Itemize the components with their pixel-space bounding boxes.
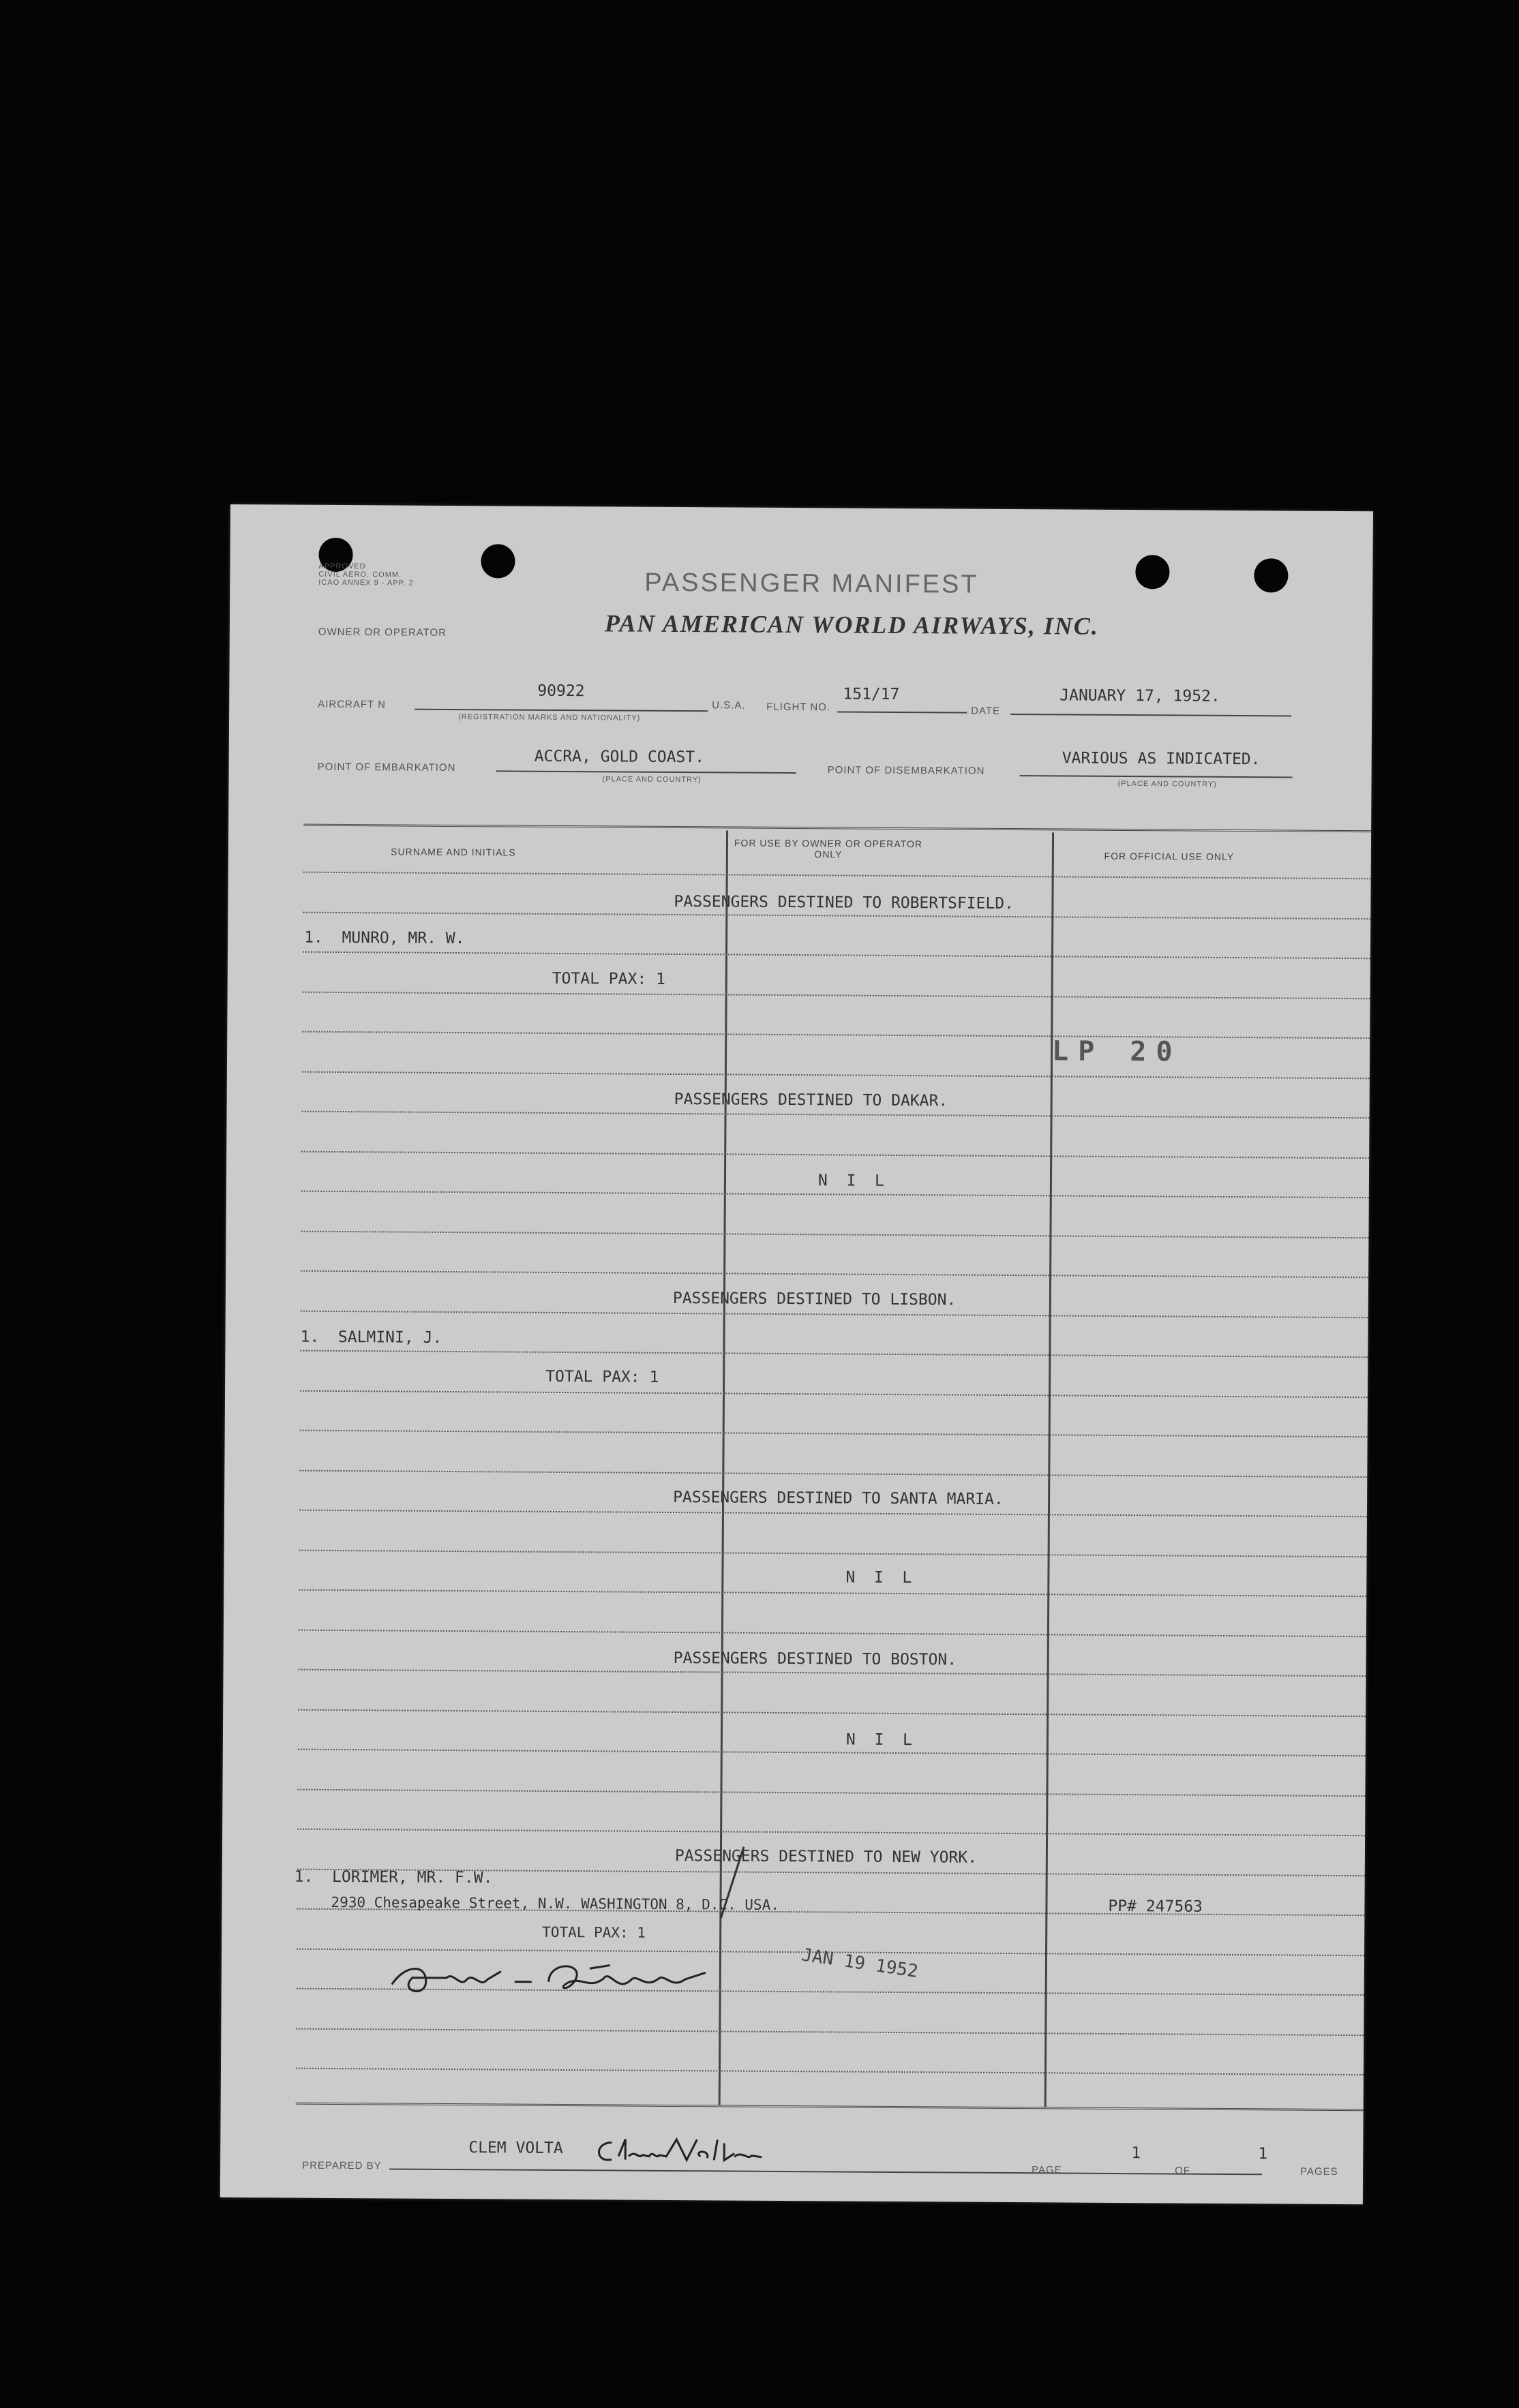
handwritten-annotation — [385, 1950, 781, 2007]
address-line: 2930 Chesapeake Street, N.W. WASHINGTON 8, D.C. USA. — [331, 1893, 779, 1913]
ruled-line — [302, 1111, 1370, 1119]
ruled-line — [302, 1071, 1370, 1080]
ruled-line — [299, 1630, 1366, 1638]
disembark-value: VARIOUS AS INDICATED. — [1062, 749, 1261, 769]
ruled-line — [301, 1231, 1368, 1239]
nil-line: N I L — [845, 1731, 912, 1750]
ruled-line — [297, 1829, 1365, 1837]
official-mark: LP 20 — [1051, 1035, 1182, 1068]
date-underline — [1010, 714, 1291, 717]
ruled-line — [303, 951, 1370, 960]
table-top-rule — [303, 824, 1371, 833]
date-value: JANUARY 17, 1952. — [1059, 686, 1220, 705]
ruled-line — [301, 1270, 1368, 1279]
destination-heading: PASSENGERS DESTINED TO DAKAR. — [674, 1090, 948, 1110]
ruled-line — [299, 1470, 1367, 1478]
ruled-line — [301, 1311, 1368, 1319]
total-pax: TOTAL PAX: 1 — [545, 1367, 659, 1386]
destination-heading: PASSENGERS DESTINED TO NEW YORK. — [674, 1847, 978, 1867]
column-divider — [1044, 832, 1054, 2107]
ruled-line — [296, 2068, 1364, 2076]
col-surname: SURNAME AND INITIALS — [391, 846, 516, 858]
ruled-line — [303, 872, 1371, 880]
owner-value: PAN AMERICAN WORLD AIRWAYS, INC. — [604, 609, 1099, 640]
approval-line: APPROVED — [318, 562, 366, 571]
punch-hole — [481, 544, 515, 578]
aircraft-label: AIRCRAFT N — [318, 698, 386, 711]
ruled-line — [303, 992, 1370, 1000]
approval-block — [318, 562, 414, 588]
prepared-label: PREPARED BY — [302, 2159, 382, 2172]
passport-number: PP# 247563 — [1108, 1897, 1203, 1916]
destination-heading: PASSENGERS DESTINED TO ROBERTSFIELD. — [674, 892, 1014, 913]
handwritten-slash — [712, 1843, 754, 1925]
ruled-line — [300, 1350, 1368, 1358]
ruled-line — [300, 1430, 1368, 1438]
col-owner-use: FOR USE BY OWNER OR OPERATOR ONLY — [734, 837, 923, 860]
footer-underline — [389, 2168, 1262, 2175]
destination-heading: PASSENGERS DESTINED TO LISBON. — [672, 1289, 957, 1309]
flight-underline — [837, 711, 967, 713]
total-pax: TOTAL PAX: 1 — [552, 969, 666, 988]
ruled-line — [302, 1031, 1370, 1039]
ruled-line — [299, 1510, 1367, 1518]
entry-stamp-date: JAN 19 1952 — [800, 1945, 920, 1983]
disembark-underline — [1020, 775, 1293, 778]
ruled-line — [297, 1789, 1365, 1797]
flight-label: FLIGHT NO. — [766, 701, 831, 714]
owner-label: OWNER OR OPERATOR — [318, 626, 447, 639]
ruled-line — [299, 1669, 1366, 1677]
total-pax: TOTAL PAX: 1 — [542, 1923, 646, 1941]
ruled-line — [298, 1709, 1366, 1718]
of-value: 1 — [1258, 2145, 1268, 2163]
of-label: OF — [1175, 2165, 1190, 2177]
punch-hole — [1254, 558, 1288, 592]
aircraft-sub: (REGISTRATION MARKS AND NATIONALITY) — [458, 713, 641, 722]
embark-sub: (PLACE AND COUNTRY) — [602, 775, 702, 784]
pages-label: PAGES — [1300, 2165, 1338, 2178]
nil-line: N I L — [845, 1568, 912, 1587]
passenger-line: 1. LORIMER, MR. F.W. — [294, 1868, 493, 1887]
aircraft-underline — [415, 709, 708, 712]
table-bottom-rule — [296, 2103, 1364, 2112]
preparer-signature — [591, 2129, 782, 2171]
ruled-line — [301, 1191, 1369, 1199]
ruled-lines — [230, 504, 1373, 511]
ruled-line — [296, 2028, 1364, 2037]
embark-underline — [496, 770, 796, 774]
punch-hole — [1135, 555, 1169, 589]
destination-heading: PASSENGERS DESTINED TO SANTA MARIA. — [673, 1488, 1004, 1508]
page-label: PAGE — [1032, 2164, 1062, 2176]
flight-value: 151/17 — [843, 685, 900, 703]
destination-heading: PASSENGERS DESTINED TO BOSTON. — [673, 1649, 957, 1669]
passenger-line: 1. SALMINI, J. — [300, 1328, 442, 1347]
date-label: DATE — [971, 705, 1001, 717]
ruled-line — [300, 1390, 1368, 1399]
form-title: PASSENGER MANIFEST — [644, 568, 979, 599]
aircraft-value: 90922 — [537, 682, 585, 701]
disembark-sub: (PLACE AND COUNTRY) — [1117, 779, 1217, 789]
ruled-line — [303, 912, 1370, 920]
approval-line: ICAO ANNEX 9 - APP. 2 — [318, 578, 414, 588]
col-official-use: FOR OFFICIAL USE ONLY — [1104, 850, 1235, 863]
ruled-line — [299, 1589, 1366, 1598]
approval-line: CIVIL AERO. COMM. — [318, 570, 402, 579]
ruled-line — [301, 1151, 1369, 1159]
embark-label: POINT OF EMBARKATION — [317, 761, 456, 774]
nil-line: N I L — [817, 1172, 884, 1190]
nationality: U.S.A. — [712, 699, 746, 712]
manifest-sheet — [220, 504, 1373, 2204]
prepared-value: CLEM VOLTA — [468, 2139, 563, 2158]
disembark-label: POINT OF DISEMBARKATION — [827, 764, 985, 777]
page-value: 1 — [1131, 2144, 1141, 2163]
embark-value: ACCRA, GOLD COAST. — [534, 747, 705, 767]
ruled-line — [298, 1749, 1366, 1757]
passenger-line: 1. MUNRO, MR. W. — [304, 928, 465, 948]
ruled-line — [299, 1550, 1367, 1558]
